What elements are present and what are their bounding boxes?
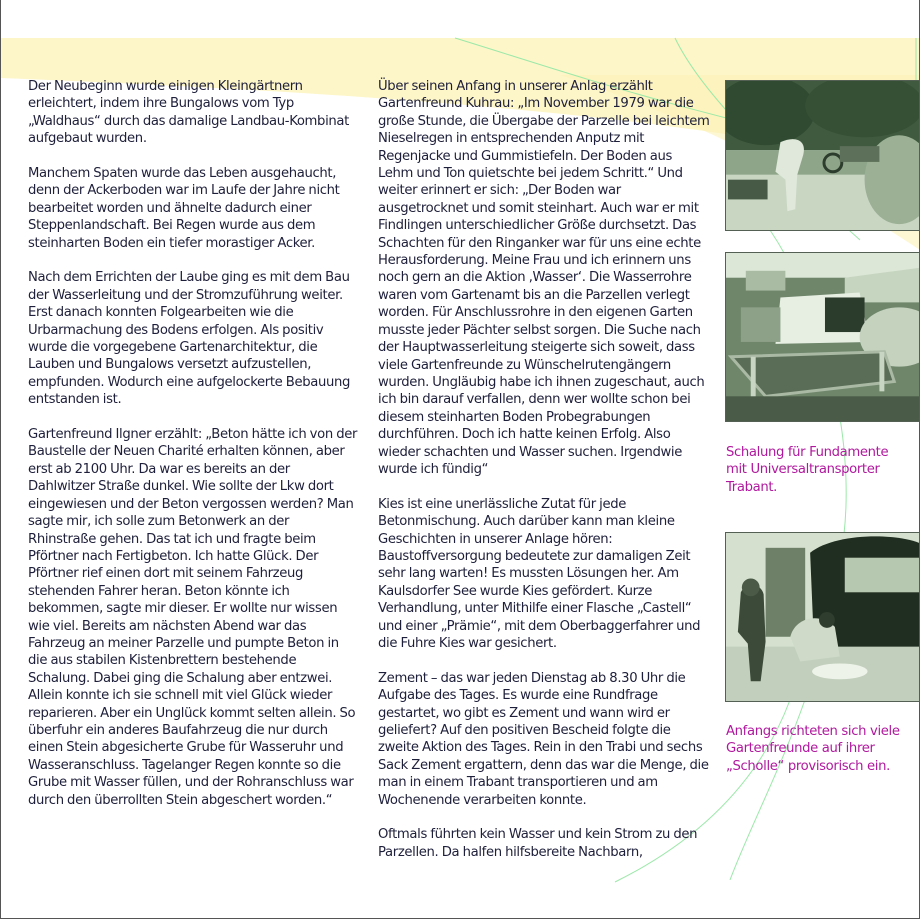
garden-friends-at-trailer-photo <box>725 532 920 702</box>
paragraph: Kies ist eine unerlässliche Zutat für jede Betonmischung. Auch darüber kann man kleine Geschichten in unserer Anlage hören: Baustoffversorgung bedeutete zur damaligen Zeit sehr lang warten! Es mussten Lösungen her. Am Kaulsdorfer See wurde Kies gefördert. Kurze Verhandlung, unter Mithilfe einer Flasche „Castell“ und einer „Prämie“, mit dem Oberbaggerfahrer und die Fuhre Kies war gesichert. <box>378 496 701 651</box>
text-column-middle <box>378 78 710 879</box>
paragraph: Nach dem Errichten der Laube ging es mit dem Bau der Wasserleitung und der Stromzuführung weiter. Erst danach konnten Folgearbeiten wie die Urbarmachung des Bodens erfolgen. Als positiv wurde die vorgegebene Gartenarchitektur, die Lauben und Bungalows versetzt aufzustellen, empfunden. Wodurch eine aufgelockerte Bebauung entstanden ist. <box>28 270 351 408</box>
paragraph: Zement – das war jeden Dienstag ab 8.30 Uhr die Aufgabe des Tages. Es wurde eine Rundfrage gestartet, wo gibt es Zement und wann wird er geliefert? Auf den positiven Bescheid folgte die zweite Aktion des Tages. Rein in den Trabi und sechs Sack Zement ergattern, denn das war die Menge, die man in einem Trabant transportieren und am Wochenende verarbeiten konnte. <box>378 670 709 808</box>
trabant-and-foundation-formwork-photo <box>725 252 920 422</box>
paragraph: Manchem Spaten wurde das Leben ausgehaucht, denn der Ackerboden war im Laufe der Jahre nicht bearbeitet worden und ähnelte dadurch einer Steppenlandschaft. Bei Regen wurde aus dem steinharten Boden ein tiefer morastiger Acker. <box>28 166 340 251</box>
photo-caption: Schalung für Fundamente mit Universaltransporter Trabant. <box>726 445 889 495</box>
paragraph: Oftmals führten kein Wasser und kein Strom zu den Parzellen. Da halfen hilfsbereite Nachbarn, <box>378 827 698 860</box>
photo-caption: Anfangs richteten sich viele Gartenfreunde auf ihrer „Scholle“ provisorisch ein. <box>726 724 900 774</box>
text-column-left <box>28 78 358 826</box>
paragraph: Gartenfreund Ilgner erzählt: „Beton hätte ich von der Baustelle der Neuen Charité erhalten können, aber erst ab 2100 Uhr. Da war es bereits an der Dahlwitzer Straße dunkel. Wie sollte der Lkw dort eingewiesen und der Beton vergossen werden? Man sagte mir, ich solle zum Betonwerk an der Rhinstraße gehen. Das tat ich und fragte beim Pförtner nach Fertigbeton. Ich hatte Glück. Der Pförtner rief einen dort mit seinem Fahrzeug stehenden Fahrer heran. Beton könnte ich bekommen, sagte mir dieser. Er wollte nur wissen wie viel. Bereits am nächsten Abend war das Fahrzeug an meiner Parzelle und pumpte Beton in die aus stabilen Kistenbrettern bestehende Schalung. Dabei ging die Schalung aber entzwei. Allein konnte ich sie schnell mit viel Glück wieder reparieren. Aber ein Unglück kommt selten allein. So überfuhr ein anderes Baufahrzeug die nur durch einen Stein abgesicherte Grube für Wasseruhr und Wasseranschluss. Tagelanger Regen konnte so die Grube mit Wasser füllen, und der Rohranschluss war durch den überrollten Stein abgeschert worden.“ <box>28 427 358 808</box>
paragraph: Der Neubeginn wurde einigen Kleingärtnern erleichtert, indem ihre Bungalows vom Typ „Waldhaus“ durch das damalige Landbau-Kombinat aufgebaut wurden. <box>28 79 349 147</box>
man-digging-garden-photo <box>725 80 920 231</box>
paragraph: Über seinen Anfang in unserer Anlag erzählt Gartenfreund Kuhrau: „Im November 1979 war die große Stunde, die Übergabe der Parzelle bei leichtem Nieselregen in entsprechenden Anputz mit Regenjacke und Gummistiefeln. Der Boden aus Lehm und Ton quietschte bei jedem Schritt.“ Und weiter erinnert er sich: „Der Boden war ausgetrocknet und somit steinhart. Auch war er mit Findlingen unterschiedlicher Größe durchsetzt. Das Schachten für den Ringanker war für uns eine echte Herausforderung. Meine Frau und ich erinnern uns noch gern an die Aktion ‚Wasser‘. Die Wasserrohre waren vom Gartenamt bis an die Parzellen verlegt worden. Für Anschlussrohre in den eigenen Garten musste jeder Pächter selbst sorgen. Die Suche nach der Hauptwasserleitung steigerte sich soweit, dass viele Gartenfreunde zu Wünschelrutengängern wurden. Ungläubig habe ich ihnen zugeschaut, auch ich bin darauf verfallen, denn wer wollte schon bei diesem steinharten Boden Probegrabungen durchführen. Doch ich hatte keinen Erfolg. Also wieder schachten und Wasser suchen. Irgendwie wurde ich fündig“ <box>378 79 710 477</box>
